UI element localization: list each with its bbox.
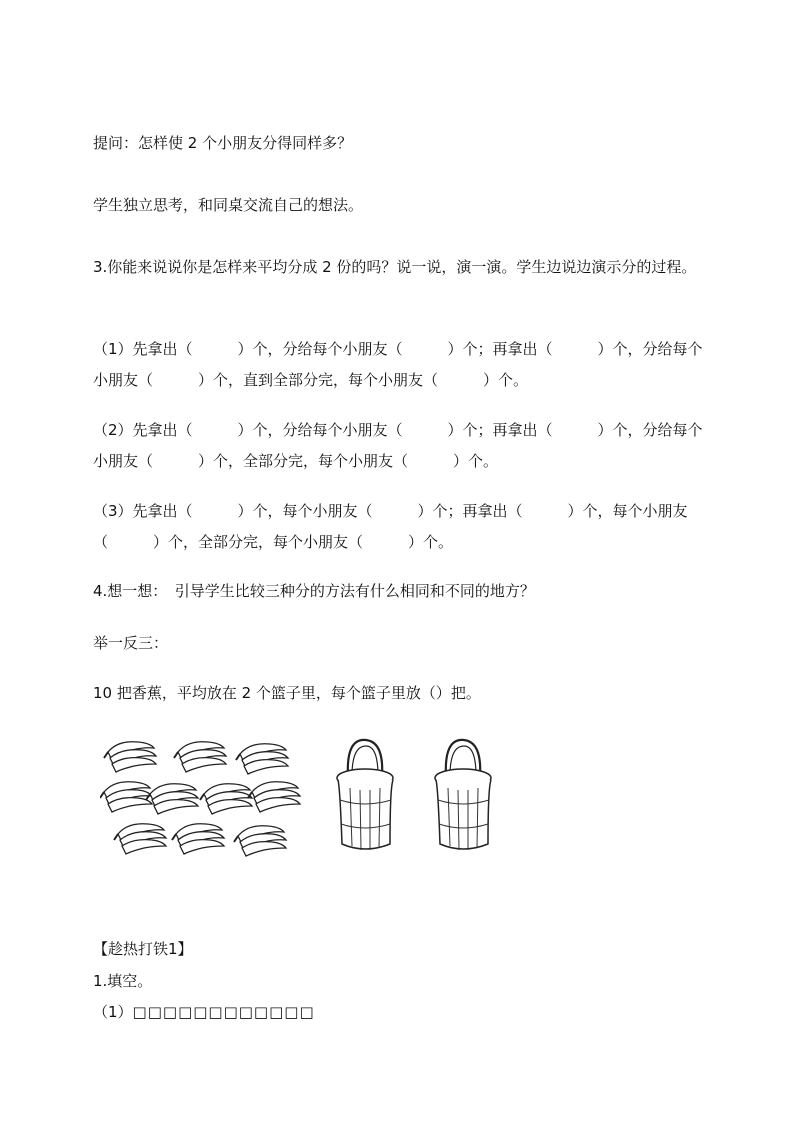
fill-item [93,997,705,1028]
item4-text: 4.想一想： 引导学生比较三种分的方法有什么相同和不同的地方？ [93,582,535,600]
fill-item-boxes: □□□□□□□□□□□□ [132,1003,315,1021]
think-text: 学生独立思考，和同桌交流自己的想法。 [93,196,364,214]
practice-heading: 【趁热打铁1】 [93,940,193,958]
question-text: 提问：怎样使 2 个小朋友分得同样多？ [93,134,353,152]
step3-text: （3）先拿出（ ）个，每个小朋友（ ）个；再拿出（ ）个，每个小朋友（ ）个，全部分完，每个小朋友（ ）个。 [93,502,688,551]
bananas-baskets-figure [100,732,500,862]
item3-text: 3.你能来说说你是怎样来平均分成 2 份的吗？说一说，演一演。学生边说边演示分的过程。 [93,258,697,276]
step2-text: （2）先拿出（ ）个，分给每个小朋友（ ）个；再拿出（ ）个，分给每个小朋友（ ）个，全部分完，每个小朋友（ ）个。 [93,421,703,470]
fill-item-label: （1） [93,1003,133,1021]
example-problem: 10 把香蕉，平均放在 2 个篮子里，每个篮子里放（）把。 [93,684,481,702]
baskets [337,740,491,850]
step1-text: （1）先拿出（ ）个，分给每个小朋友（ ）个；再拿出（ ）个，分给每个小朋友（ ）个，直到全部分完，每个小朋友（ ）个。 [93,340,703,389]
example-heading: 举一反三： [93,634,169,652]
banana-bunches [100,742,300,856]
fill-heading: 1.填空。 [93,972,153,990]
